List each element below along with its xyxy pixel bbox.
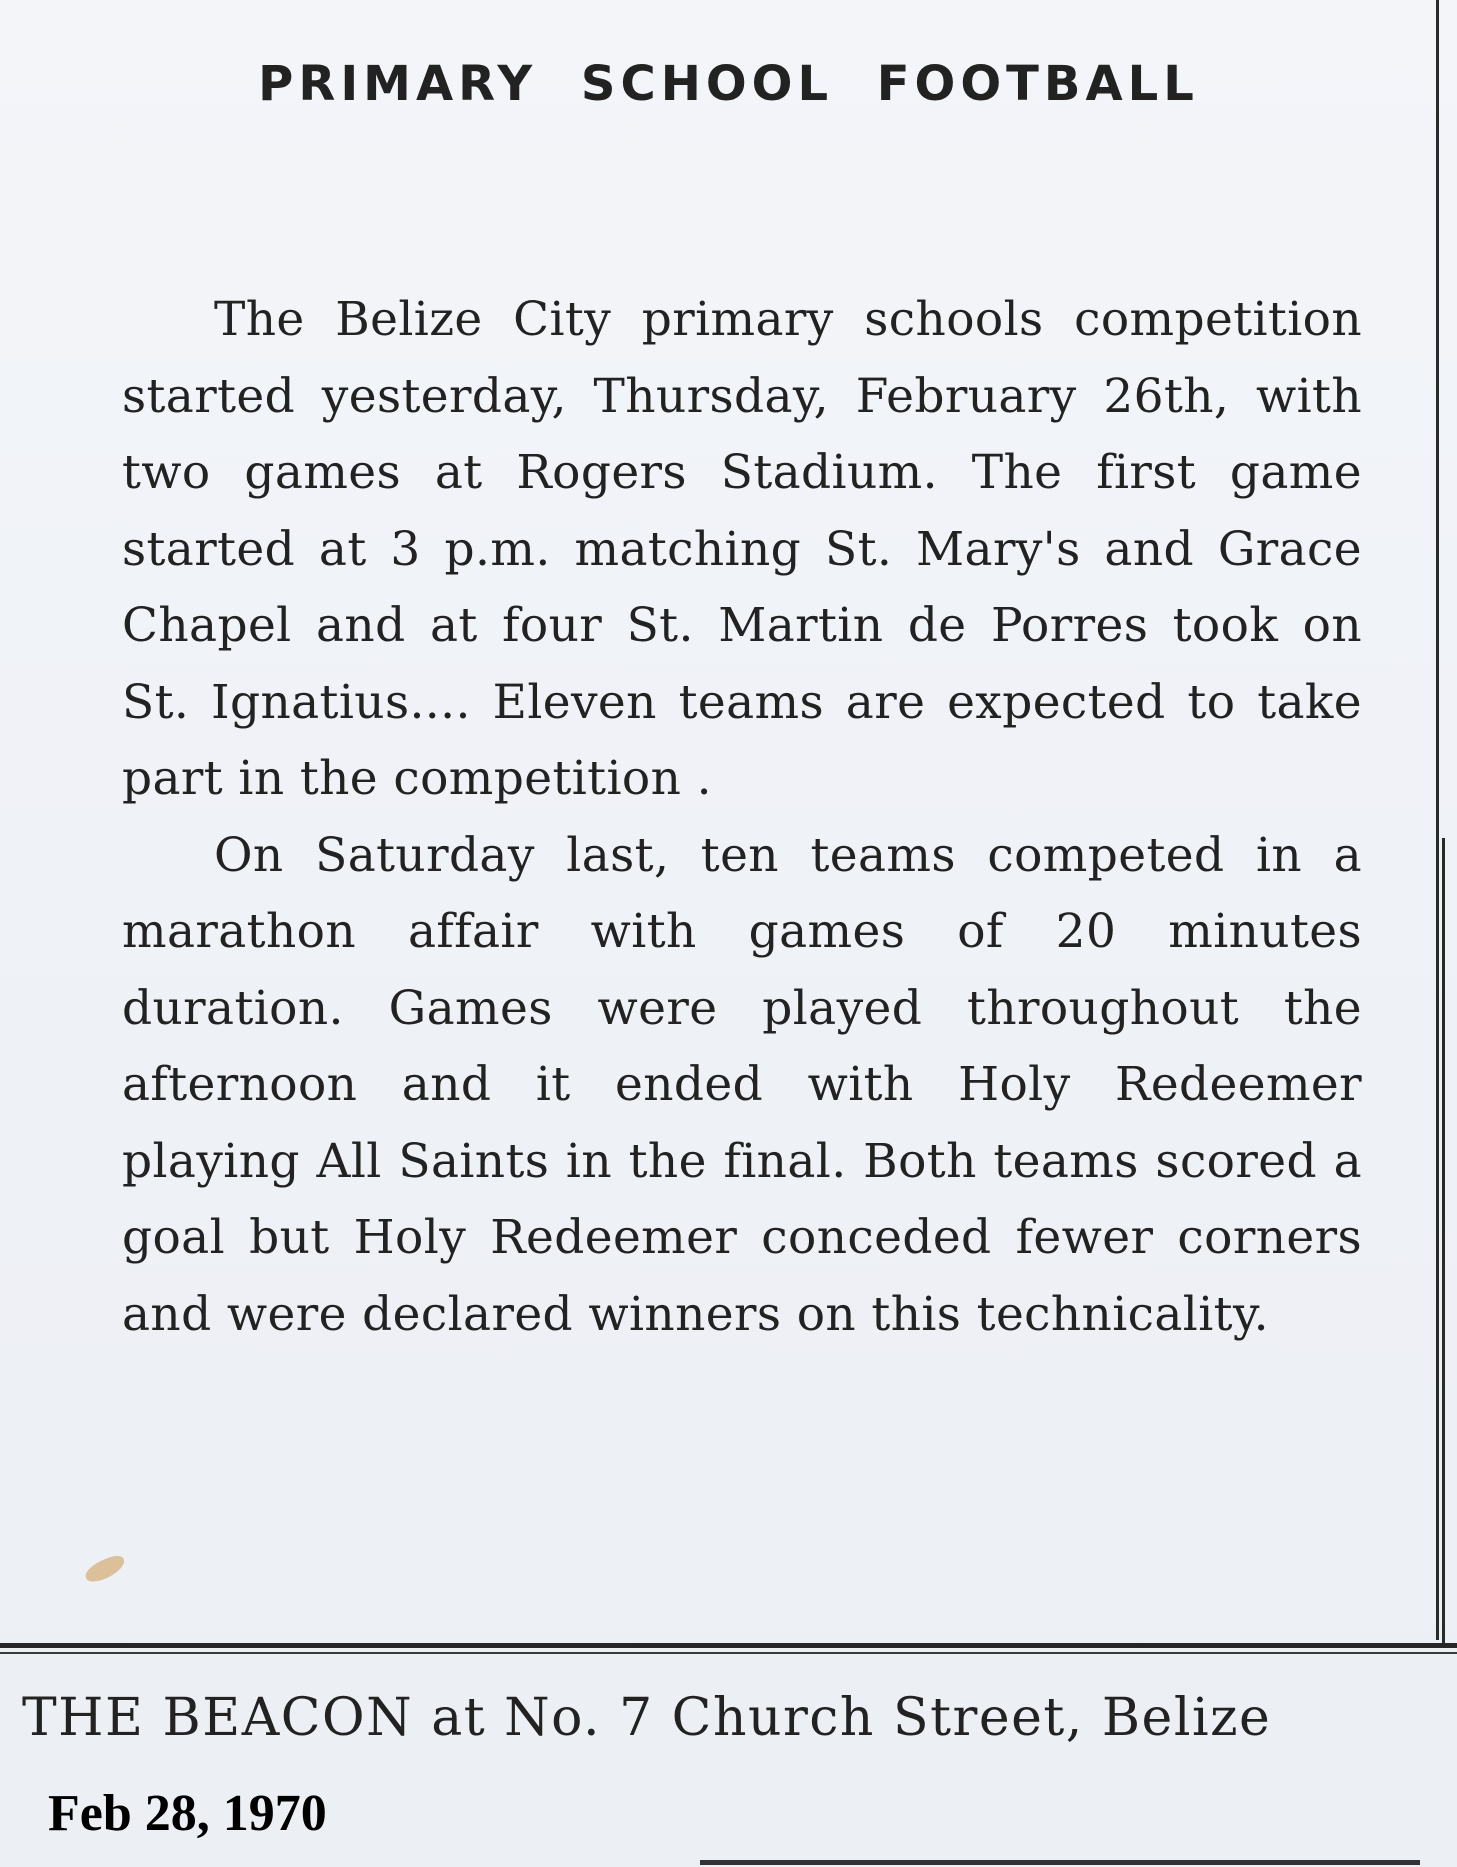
article-paragraph-2: On Saturday last, ten teams competed in a marathon affair with games of 20 minutes duration. Games were played throughout the afternoon and it ended with Holy Redeemer playing All Saints in the final. Both teams scored a goal but Holy Redeemer conceded fewer corners and were declared winners on this technicality. <box>122 827 1362 1342</box>
column-rule-lower <box>1442 838 1445 1648</box>
column-rule <box>1436 0 1439 1640</box>
paper-stain <box>82 1552 128 1586</box>
article-paragraph-1: The Belize City primary schools competition started yesterday, Thursday, February 26th, with two games at Rogers Stadium. The first game started at 3 p.m. matching St. Mary's and Grace Chapel and at four St. Martin de Porres took on St. Ignatius.... Eleven teams are expected to take part in the competition . <box>122 292 1362 806</box>
section-divider <box>0 1643 1457 1648</box>
section-divider-thin <box>0 1652 1457 1654</box>
bottom-rule <box>700 1860 1420 1865</box>
masthead-line: THE BEACON at No. 7 Church Street, Belize <box>22 1688 1272 1748</box>
article-body <box>122 282 1362 1353</box>
publication-date: Feb 28, 1970 <box>48 1785 327 1842</box>
headline: PRIMARY SCHOOL FOOTBALL <box>258 56 1199 112</box>
